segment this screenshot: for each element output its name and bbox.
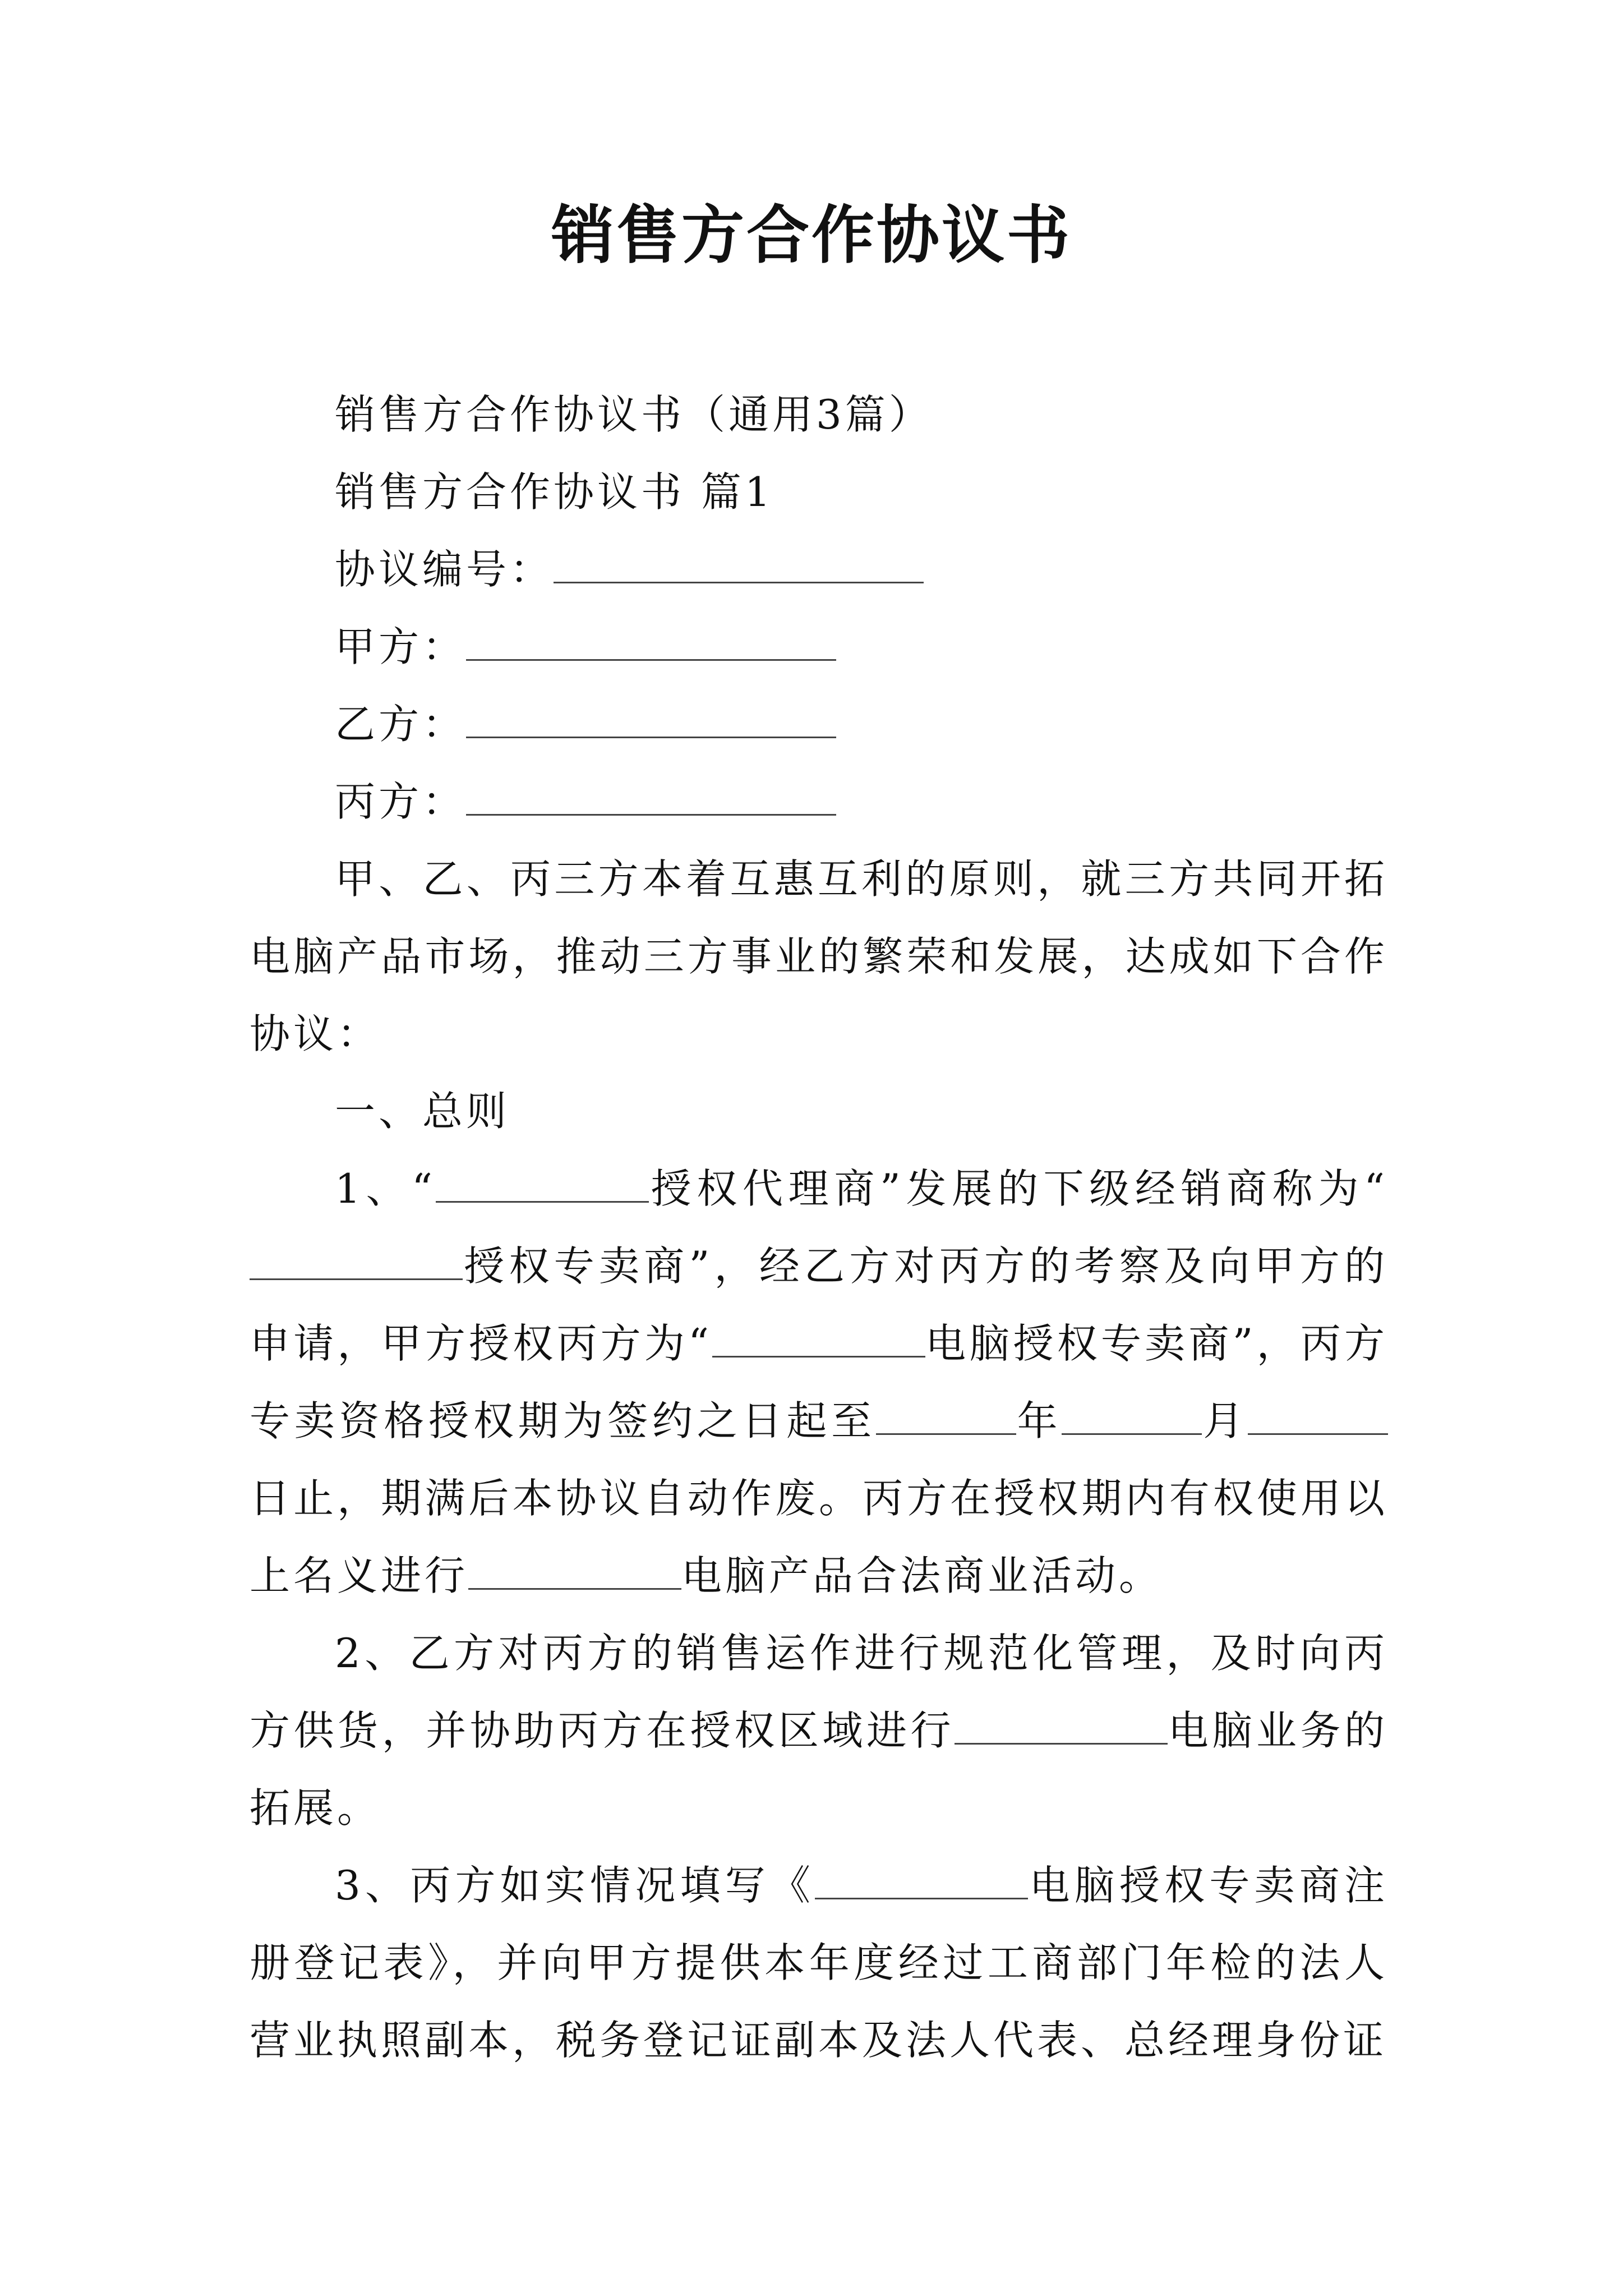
clause-1-blank-2	[250, 1246, 463, 1280]
clause-1-text-1: 1、“	[335, 1165, 436, 1212]
party-a-line	[250, 608, 1388, 685]
clause-2-text-2: 电脑业务的拓展。	[250, 1707, 1388, 1832]
clause-1-blank-3	[712, 1323, 925, 1358]
clause-1-text-7: 日止，期满后本协议自动作废。丙方在授权期内有权使用以上名义进行	[250, 1475, 1388, 1599]
clause-1-text-4: 电脑授权专卖商”，丙方专卖资格授权期为签约之日起至	[250, 1320, 1389, 1444]
clause-1-text-2: 授权代理商”发展的下级经销商称为“	[648, 1165, 1388, 1212]
clause-1-month-blank	[1062, 1401, 1202, 1435]
clause-1-text-8: 电脑产品合法商业活动。	[681, 1552, 1163, 1599]
clause-1-text-3: 授权专卖商”，经乙方对丙方的考察及向甲方的申请，甲方授权丙方为“	[250, 1243, 1388, 1367]
party-a-label: 甲方：	[335, 623, 467, 670]
party-b-line	[250, 685, 1388, 763]
party-a-blank	[466, 627, 836, 661]
document-body	[250, 376, 1388, 2079]
party-b-label: 乙方：	[335, 701, 467, 748]
clause-1-paragraph	[250, 1150, 1388, 1614]
clause-1-blank-4	[468, 1556, 681, 1590]
clause-1-year-blank	[876, 1401, 1016, 1435]
party-c-line	[250, 763, 1388, 840]
clause-2-blank	[955, 1710, 1168, 1745]
clause-1-year-label: 年	[1016, 1397, 1062, 1444]
clause-1-blank-1	[436, 1168, 649, 1203]
agreement-number-label: 协议编号：	[335, 546, 554, 593]
clause-3-paragraph	[250, 1847, 1388, 2079]
clause-2-paragraph	[250, 1614, 1388, 1847]
clause-3-text-1: 3、丙方如实情况填写《	[335, 1862, 815, 1909]
clause-1-month-label: 月	[1202, 1397, 1248, 1444]
intro-paragraph: 甲、乙、丙三方本着互惠互利的原则，就三方共同开拓电脑产品市场，推动三方事业的繁荣和发展，达成如下合作协议：	[250, 855, 1388, 1057]
clause-3-text-2: 电脑授权专卖商注册登记表》，并向甲方提供本年度经过工商部门年检的法人营业执照副本，税务登记证副本及法人代表、总经理身份证	[250, 1862, 1388, 2064]
chapter-heading: 一、总则	[335, 1088, 510, 1135]
party-c-label: 丙方：	[335, 778, 467, 825]
document-title: 销售方合作协议书	[551, 199, 1072, 272]
clause-2-text-1: 2、乙方对丙方的销售运作进行规范化管理，及时向丙方供货，并协助丙方在授权区域进行	[250, 1630, 1388, 1754]
section-heading: 销售方合作协议书 篇1	[335, 468, 774, 516]
party-c-blank	[466, 781, 836, 816]
clause-1-day-blank	[1248, 1401, 1388, 1435]
agreement-number-line	[250, 531, 1388, 608]
clause-3-blank	[815, 1865, 1028, 1899]
document-subtitle: 销售方合作协议书（通用3篇）	[335, 391, 933, 438]
party-b-blank	[466, 704, 836, 738]
agreement-number-blank	[554, 549, 924, 583]
